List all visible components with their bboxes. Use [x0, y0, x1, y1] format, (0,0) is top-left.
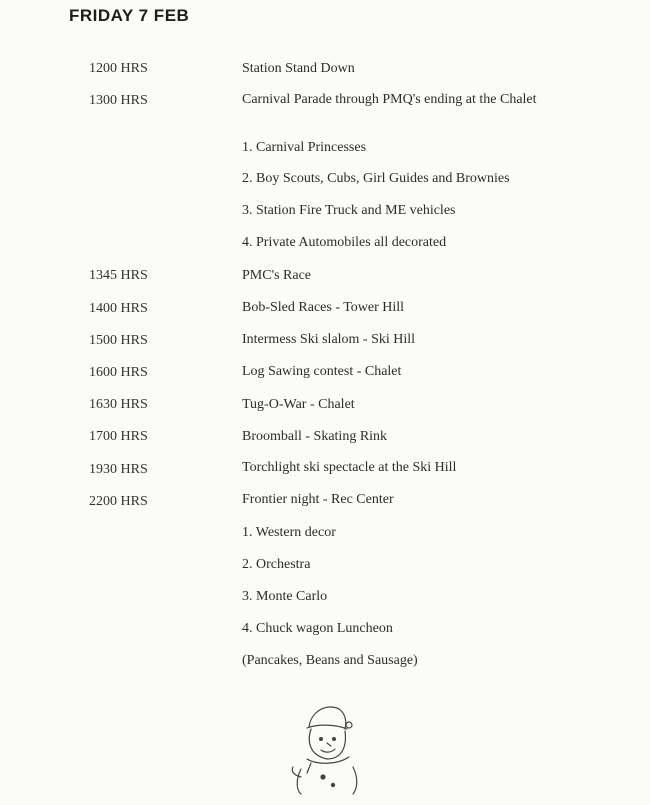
schedule-time: 2200 HRS — [89, 494, 148, 509]
schedule-time: 1930 HRS — [89, 462, 148, 477]
schedule-time: 1400 HRS — [89, 301, 148, 316]
schedule-event: Station Stand Down — [242, 61, 355, 76]
snowman-mascot-sketch — [287, 697, 367, 795]
schedule-subitem: 4. Chuck wagon Luncheon — [242, 621, 393, 636]
schedule-time: 1200 HRS — [89, 61, 148, 76]
schedule-event: Bob-Sled Races - Tower Hill — [242, 300, 405, 315]
schedule-note: (Pancakes, Beans and Sausage) — [242, 653, 418, 668]
schedule-event: PMC's Race — [242, 268, 312, 283]
schedule-event: Torchlight ski spectacle at the Ski Hill — [242, 460, 457, 475]
schedule-event: Log Sawing contest - Chalet — [242, 364, 402, 379]
schedule-event: Intermess Ski slalom - Ski Hill — [242, 332, 416, 347]
schedule-subitem: 3. Monte Carlo — [242, 589, 328, 604]
schedule-subitem: 4. Private Automobiles all decorated — [242, 235, 447, 250]
schedule-time: 1600 HRS — [89, 365, 148, 380]
schedule-event: Broomball - Skating Rink — [242, 429, 388, 444]
schedule-time: 1300 HRS — [89, 93, 148, 108]
schedule-event: Frontier night - Rec Center — [242, 492, 394, 507]
schedule-subitem: 2. Orchestra — [242, 557, 311, 572]
schedule-time: 1345 HRS — [89, 268, 148, 283]
schedule-time: 1500 HRS — [89, 333, 148, 348]
schedule-event: Tug-O-War - Chalet — [242, 397, 355, 412]
schedule-event: Carnival Parade through PMQ's ending at the Chalet — [242, 92, 537, 107]
schedule-time: 1630 HRS — [89, 397, 148, 412]
schedule-subitem: 1. Carnival Princesses — [242, 140, 367, 155]
schedule-time: 1700 HRS — [89, 429, 148, 444]
schedule-subitem: 2. Boy Scouts, Cubs, Girl Guides and Brownies — [242, 171, 510, 186]
page-title: FRIDAY 7 FEB — [69, 6, 190, 25]
schedule-subitem: 3. Station Fire Truck and ME vehicles — [242, 203, 456, 218]
schedule-subitem: 1. Western decor — [242, 525, 336, 540]
